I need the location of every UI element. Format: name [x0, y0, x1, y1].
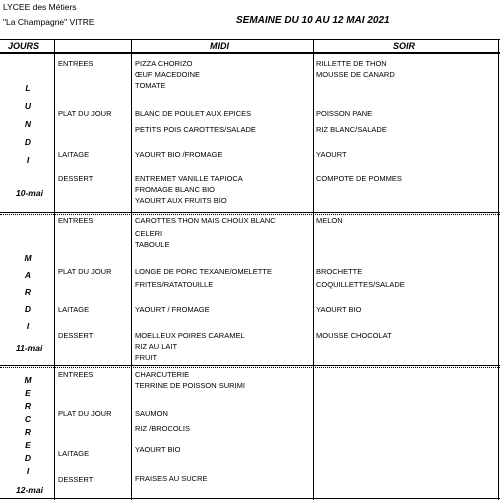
day-letter: E — [25, 388, 31, 398]
soir-dish: MELON — [316, 216, 343, 225]
midi-dish: PIZZA CHORIZO ŒUF MACEDOINE TOMATE — [135, 59, 201, 90]
day-letter: M — [24, 253, 32, 263]
day-letter: R — [24, 287, 32, 297]
midi-dish: BLANC DE POULET AUX EPICES PETITS POIS CAROTTES/SALADE — [135, 109, 256, 134]
course-label: ENTREES — [58, 370, 94, 379]
course-label: DESSERT — [58, 331, 94, 340]
midi-dish: FRAISES AU SUCRE — [135, 474, 208, 483]
school-name: LYCEE des Métiers — [3, 2, 77, 12]
midi-dish: MOELLEUX POIRES CARAMEL RIZ AU LAIT FRUIT — [135, 331, 245, 362]
midi-dish: SAUMON RIZ /BROCOLIS — [135, 409, 191, 433]
table-top-border — [0, 39, 500, 40]
course-label: LAITAGE — [58, 150, 90, 159]
day-date: 12-mai — [16, 485, 43, 495]
week-title: SEMAINE DU 10 AU 12 MAI 2021 — [236, 15, 390, 26]
midi-dish: CHARCUTERIE TERRINE DE POISSON SURIMI — [135, 370, 246, 390]
day-letter: R — [24, 427, 32, 437]
day-letter: N — [24, 119, 32, 129]
soir-dish: POISSON PANE RIZ BLANC/SALADE — [316, 109, 387, 134]
soir-dish: COMPOTE DE POMMES — [316, 174, 402, 183]
day-separator — [0, 212, 500, 213]
column-header-soir: SOIR — [393, 41, 416, 51]
course-label: DESSERT — [58, 475, 94, 484]
day-letter: A — [24, 270, 32, 280]
course-label: LAITAGE — [58, 305, 90, 314]
table-bottom-border — [0, 498, 500, 499]
soir-dish: MOUSSE CHOCOLAT — [316, 331, 392, 340]
column-header-midi: MIDI — [210, 41, 229, 51]
day-letter: D — [24, 137, 32, 147]
course-label: ENTREES — [58, 216, 94, 225]
course-label: ENTREES — [58, 59, 94, 68]
midi-dish: ENTREMET VANILLE TAPIOCA FROMAGE BLANC BIO YAOURT AUX FRUITS BIO — [135, 174, 243, 205]
midi-dish: YAOURT BIO /FROMAGE — [135, 150, 223, 159]
soir-dish: YAOURT — [316, 150, 347, 159]
day-letter: I — [26, 155, 30, 165]
school-location: "La Champagne" VITRE — [3, 17, 95, 27]
course-label: DESSERT — [58, 174, 94, 183]
day-letter: D — [24, 453, 32, 463]
column-header-jours: JOURS — [8, 41, 40, 51]
midi-dish: YAOURT / FROMAGE — [135, 305, 210, 314]
column-divider — [54, 39, 55, 500]
column-divider — [498, 39, 499, 500]
soir-dish: YAOURT BIO — [316, 305, 362, 314]
course-label: PLAT DU JOUR — [58, 267, 112, 276]
day-letter: C — [24, 414, 32, 424]
day-letter: D — [24, 304, 32, 314]
column-divider — [131, 39, 132, 500]
day-letter: E — [25, 440, 31, 450]
course-label: PLAT DU JOUR — [58, 109, 112, 118]
midi-dish: LONGE DE PORC TEXANE/OMELETTE FRITES/RATATOUILLE — [135, 267, 272, 289]
course-label: PLAT DU JOUR — [58, 409, 112, 418]
midi-dish: YAOURT BIO — [135, 445, 181, 454]
soir-dish: RILLETTE DE THON MOUSSE DE CANARD — [316, 59, 395, 79]
day-letter: L — [25, 83, 31, 93]
header-bottom-border — [0, 52, 500, 54]
day-letter: R — [24, 401, 32, 411]
midi-dish: CAROTTES THON MAIS CHOUX BLANC CELERI TABOULE — [135, 216, 276, 249]
day-date: 11-mai — [16, 343, 43, 353]
day-letter: I — [26, 466, 30, 476]
day-letter: U — [24, 101, 32, 111]
column-divider — [313, 39, 314, 500]
day-date: 10-mai — [16, 188, 43, 198]
course-label: LAITAGE — [58, 449, 90, 458]
day-letter: I — [26, 321, 30, 331]
day-letter: M — [24, 375, 32, 385]
day-separator-dotted — [0, 367, 500, 368]
soir-dish: BROCHETTE COQUILLETTES/SALADE — [316, 267, 405, 289]
day-separator — [0, 365, 500, 366]
